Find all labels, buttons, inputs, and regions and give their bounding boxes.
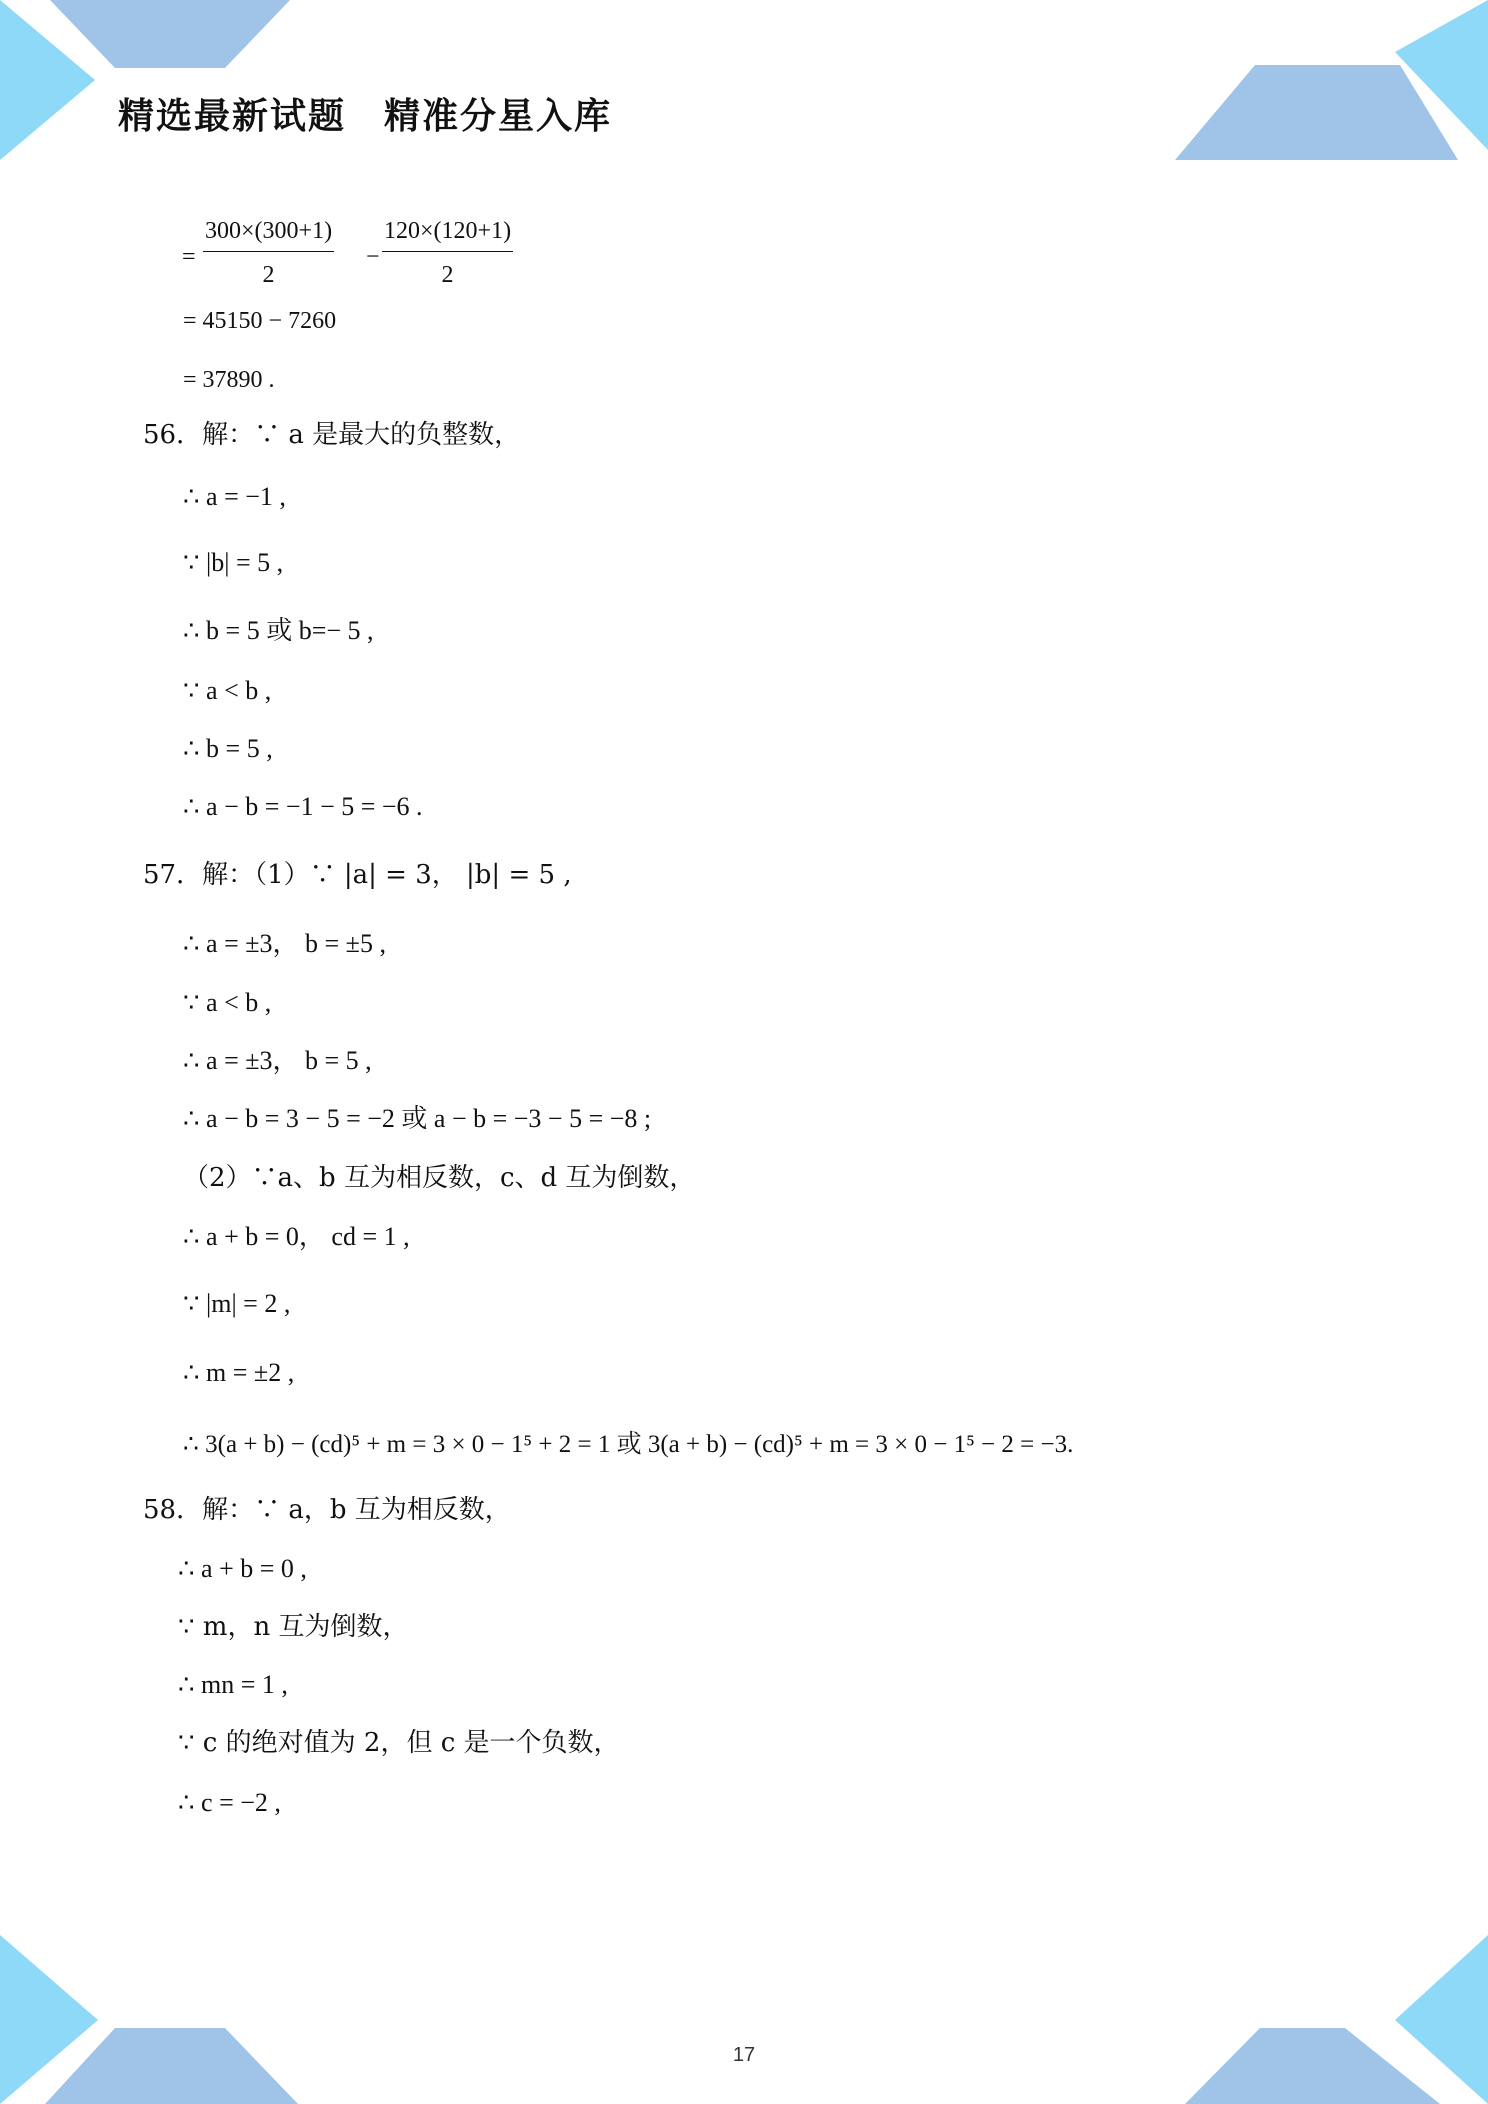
q57-step: ∴ 3(a + b) − (cd)⁵ + m = 3 × 0 − 1⁵ + 2 = 1 或 3(a + b) − (cd)⁵ + m = 3 × 0 − 1⁵ − 2 = −3. xyxy=(183,1431,1074,1458)
q56-step: ∴ b = 5 或 b=− 5 , xyxy=(183,616,374,645)
fraction-2-numerator: 120×(120+1) xyxy=(382,218,513,252)
page-number: 17 xyxy=(732,2044,756,2066)
minus-sign: − xyxy=(366,244,380,270)
q56-step: ∵ a < b , xyxy=(183,676,272,705)
continuation-line-2: = 45150 − 7260 xyxy=(183,308,337,334)
q58-step: ∴ mn = 1 , xyxy=(178,1670,288,1699)
fraction-1-denominator: 2 xyxy=(262,262,275,288)
q58-step: ∵ c 的绝对值为 2，但 c 是一个负数， xyxy=(178,1728,620,1758)
q57-step: ∴ a = ±3， b = ±5 , xyxy=(183,929,386,958)
q56-heading: 56．解：∵ a 是最大的负整数， xyxy=(143,420,521,450)
continuation-line-3: = 37890 . xyxy=(183,367,275,393)
q57-step: ∴ a − b = 3 − 5 = −2 或 a − b = −3 − 5 = −8 ; xyxy=(183,1104,652,1133)
q56-step: ∴ a − b = −1 − 5 = −6 . xyxy=(183,792,423,821)
bottom-right-triangle xyxy=(1395,1935,1488,2104)
q58-heading: 58．解：∵ a，b 互为相反数， xyxy=(143,1495,511,1525)
fraction-1-numerator: 300×(300+1) xyxy=(203,218,334,252)
fraction-1 xyxy=(203,218,334,289)
q58-step: ∴ c = −2 , xyxy=(178,1788,281,1817)
q57-step: （2）∵a、b 互为相反数，c、d 互为倒数， xyxy=(183,1163,696,1193)
q57-step: ∴ m = ±2 , xyxy=(183,1358,295,1387)
q56-step: ∴ b = 5 , xyxy=(183,734,273,763)
q57-step: ∵ a < b , xyxy=(183,988,272,1017)
q58-step: ∴ a + b = 0 , xyxy=(178,1554,307,1583)
q57-step: ∵ |m| = 2 , xyxy=(183,1289,291,1318)
q56-step: ∴ a = −1 , xyxy=(183,482,286,511)
header-title: 精选最新试题 精准分星入库 xyxy=(118,96,613,137)
top-left-trapezoid xyxy=(50,0,290,68)
q57-step: ∴ a = ±3， b = 5 , xyxy=(183,1046,372,1075)
q56-step: ∵ |b| = 5 , xyxy=(183,548,284,577)
equals-sign: = xyxy=(182,244,196,270)
q57-heading: 57．解：（1）∵ |a| = 3， |b| = 5 , xyxy=(143,860,572,890)
fraction-2-denominator: 2 xyxy=(441,262,454,288)
q58-step: ∵ m，n 互为倒数， xyxy=(178,1612,409,1642)
fraction-2 xyxy=(382,218,513,289)
q57-step: ∴ a + b = 0， cd = 1 , xyxy=(183,1222,410,1251)
top-right-trapezoid xyxy=(1175,65,1458,160)
